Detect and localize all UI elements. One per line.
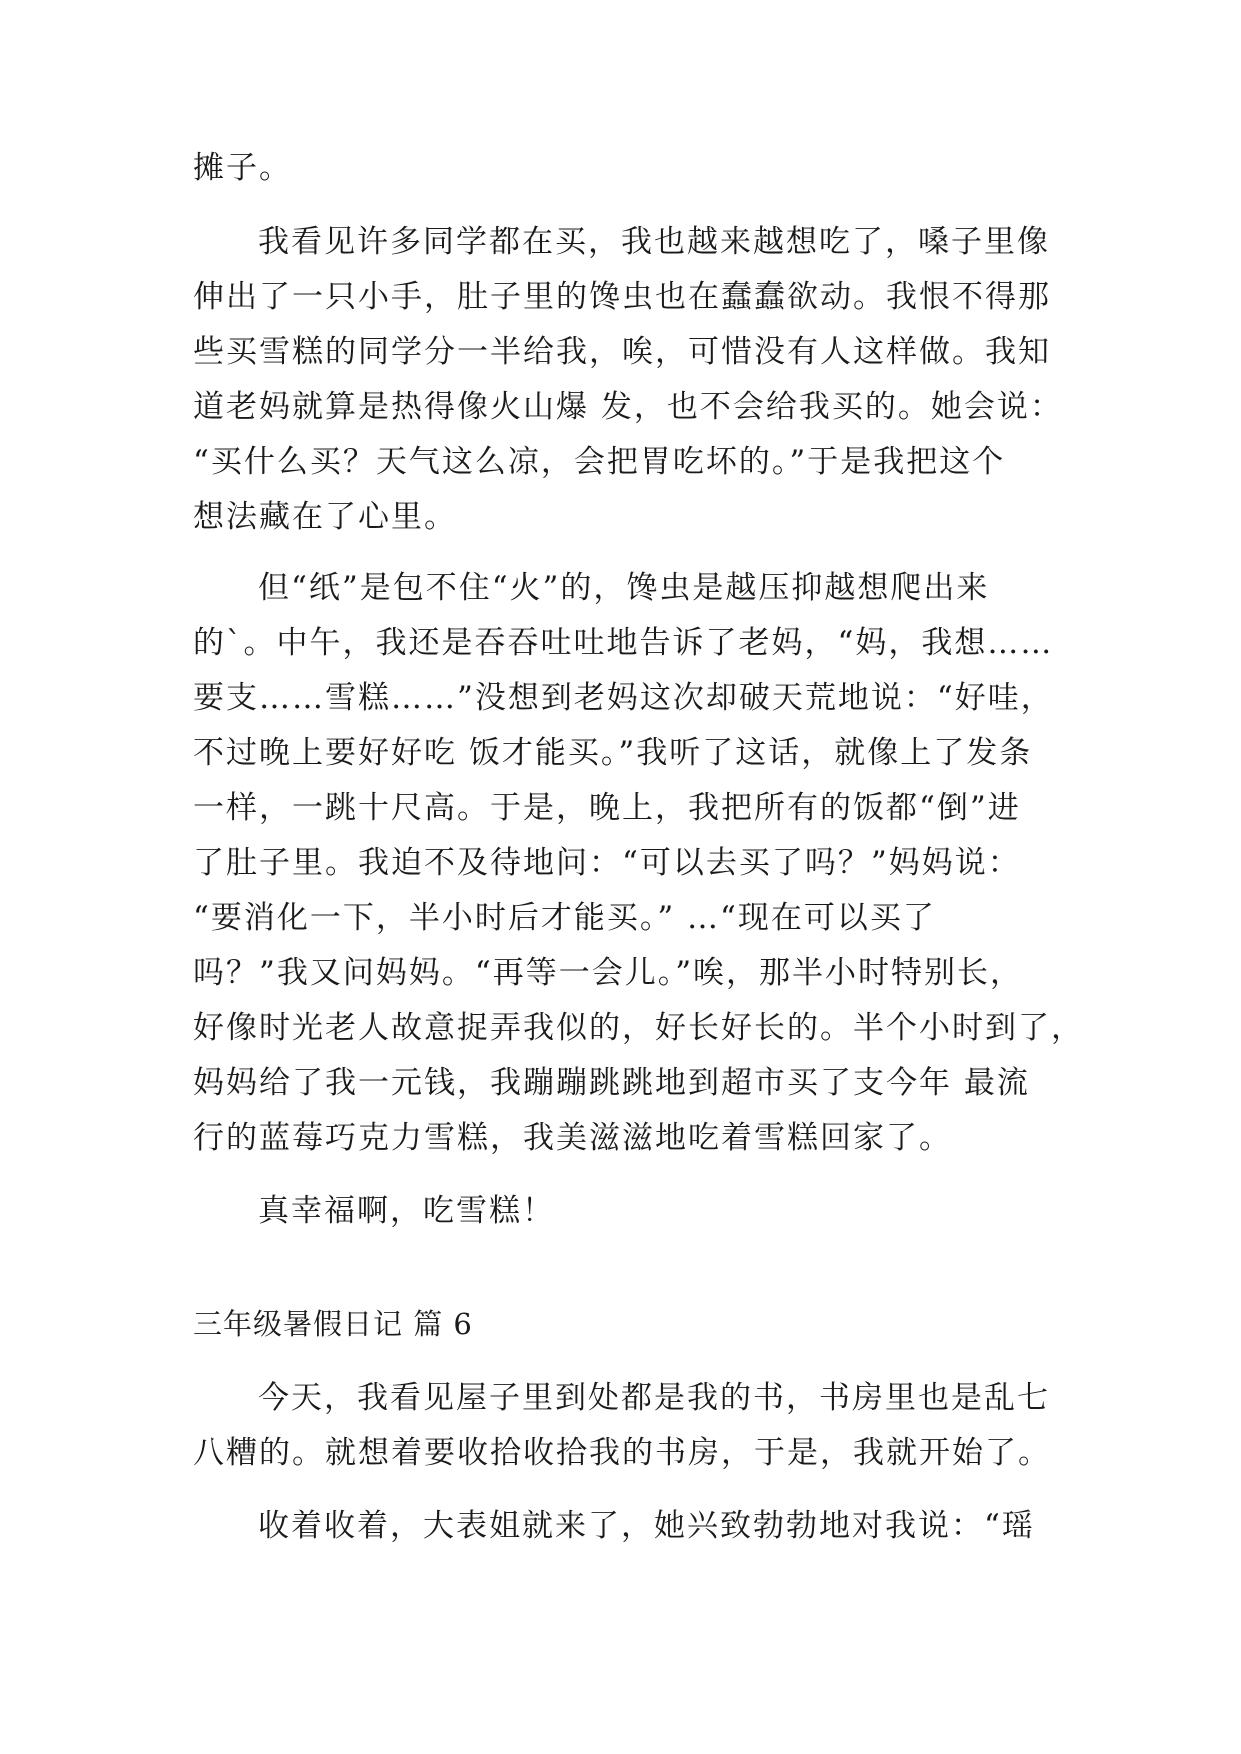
text-line: 些买雪糕的同学分一半给我，唉，可惜没有人这样做。我知 bbox=[193, 334, 1051, 370]
text-line: 妈妈给了我一元钱，我蹦蹦跳跳地到超市买了支今年 最流 bbox=[193, 1065, 1030, 1101]
paragraph-start-line: 真幸福啊，吃雪糕！ bbox=[258, 1193, 555, 1229]
section-heading: 三年级暑假日记 篇 6 bbox=[193, 1307, 473, 1341]
text-line: 一样，一跳十尺高。于是，晚上，我把所有的饭都“倒”进 bbox=[193, 790, 1021, 826]
text-line: 想法藏在了心里。 bbox=[193, 499, 457, 535]
text-line: 伸出了一只小手，肚子里的馋虫也在蠢蠢欲动。我恨不得那 bbox=[193, 279, 1051, 315]
text-line: 的`。中午，我还是吞吞吐吐地告诉了老妈，“妈，我想…… bbox=[193, 625, 1054, 661]
paragraph-start-line: 我看见许多同学都在买，我也越来越想吃了，嗓子里像 bbox=[258, 224, 1050, 260]
text-line: 摊子。 bbox=[193, 150, 292, 186]
paragraph-start-line: 但“纸”是包不住“火”的，馋虫是越压抑越想爬出来 bbox=[258, 570, 990, 606]
text-line: 不过晚上要好好吃 饭才能买。”我听了这话，就像上了发条 bbox=[193, 735, 1033, 771]
text-line: 吗？”我又问妈妈。“再等一会儿。”唉，那半小时特别长， bbox=[193, 955, 1024, 991]
text-line: “买什么买？天气这么凉，会把胃吃坏的。”于是我把这个 bbox=[193, 444, 1006, 480]
text-line: “要消化一下，半小时后才能买。” …“现在可以买了 bbox=[193, 900, 936, 936]
text-line: 行的蓝莓巧克力雪糕，我美滋滋地吃着雪糕回家了。 bbox=[193, 1120, 952, 1156]
text-line: 八糟的。就想着要收拾收拾我的书房，于是，我就开始了。 bbox=[193, 1435, 1051, 1471]
paragraph-start-line: 今天，我看见屋子里到处都是我的书，书房里也是乱七 bbox=[258, 1380, 1050, 1416]
paragraph-start-line: 收着收着，大表姐就来了，她兴致勃勃地对我说：“瑶 bbox=[258, 1508, 1035, 1544]
text-line: 要支……雪糕……”没想到老妈这次却破天荒地说：“好哇， bbox=[193, 680, 1054, 716]
text-line: 了肚子里。我迫不及待地问：“可以去买了吗？”妈妈说： bbox=[193, 845, 1021, 881]
text-line: 道老妈就算是热得像火山爆 发，也不会给我买的。她会说： bbox=[193, 389, 1063, 425]
text-line: 好像时光老人故意捉弄我似的，好长好长的。半个小时到了， bbox=[193, 1010, 1084, 1046]
